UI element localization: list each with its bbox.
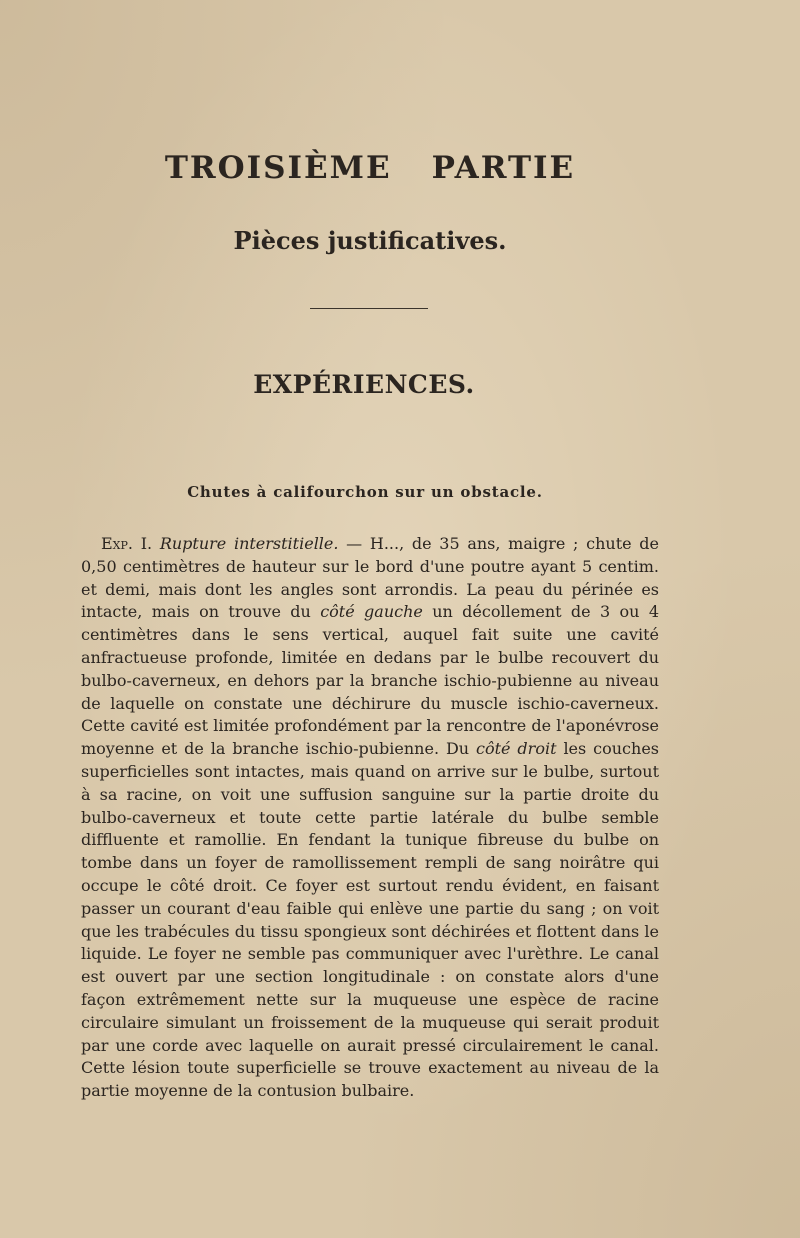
experiment-text-part-1: — H..., de 35 ans, maigre ; chute de 0,50 centimètres de hauteur sur le bord d'une poutre ayant 5 centim. et demi, mais dont les angles sont arrondis. La peau du périnée es intacte, mais on trouve du (81, 534, 659, 622)
experiment-text-part-3: les couches superficielles sont intactes, mais quand on arrive sur le bulbe, surtout à sa racine, on voit une suffusion sanguine sur la partie droite du bulbo-caverneux et toute cette partie latérale du bulbe semble diffluente et ramollie. En fendant la tunique fibreuse du bulbe on tombe dans un foyer de ramollissement rempli de sang noirâtre qui occupe le côté droit. Ce foyer est surtout rendu évident, en faisant passer un courant d'eau faible qui enlève une partie du sang ; on voit que les trabécules du tissu spongieux sont déchirées et flottent dans le liquide. Le foyer ne semble pas communiquer avec l'urèthre. Le canal est ouvert par une section longitudinale : on constate alors d'une façon extrêmement nette sur la muqueuse une espèce de racine circulaire simulant un froissement de la muqueuse qui serait produit par une corde avec laquelle on aurait pressé circulairement le canal. Cette lésion toute superficielle se trouve exactement au niveau de la partie moyenne de la contusion bulbaire. (81, 739, 660, 1101)
experiment-label: Exp. I. (101, 534, 153, 553)
section-divider (310, 308, 428, 309)
part-title-word-1: TROISIÈME (164, 150, 392, 186)
experiment-text-part-2: un décollement de 3 ou 4 centimètres dans le sens vertical, auquel fait suite une cavité anfractueuse profonde, limitée en dedans par le bulbe recouvert du bulbo-caverneux, en dehors par la branche ischio-pubienne au niveau de laquelle on constate une déchirure du muscle ischio-caverneux. Cette cavité est limitée profondément par la rencontre de l'aponévrose moyenne et de la branche ischio-pubienne. Du (81, 602, 660, 759)
part-title-word-2: PARTIE (431, 150, 576, 186)
section-title: EXPÉRIENCES. (253, 370, 475, 399)
experiment-paragraph (81, 533, 659, 1103)
right-side-term: côté droit (476, 739, 557, 759)
part-title (0, 150, 740, 186)
part-subtitle: Pièces justificatives. (233, 226, 507, 255)
experiment-title: Rupture interstitielle. (159, 534, 339, 553)
left-side-term: côté gauche (320, 602, 423, 622)
subsection-title: Chutes à califourchon sur un obstacle. (187, 483, 543, 501)
